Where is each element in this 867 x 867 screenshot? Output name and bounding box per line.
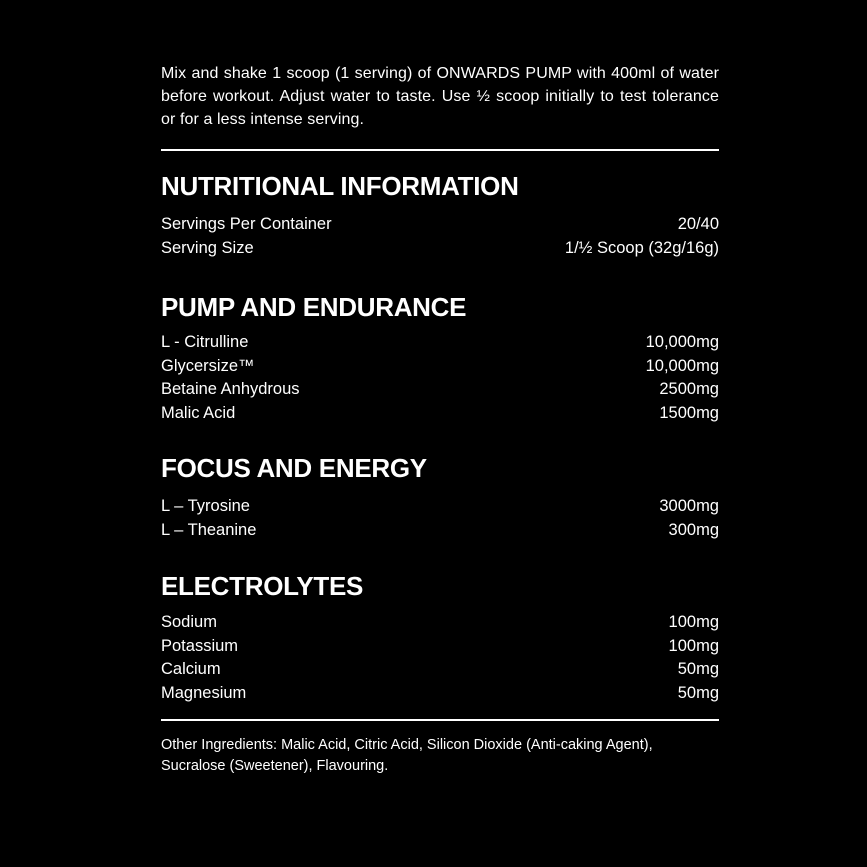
ingredient-amount: 10,000mg (645, 356, 719, 375)
ingredient-amount: 100mg (668, 613, 719, 631)
nutritional-information-section (161, 171, 719, 260)
ingredient-row (161, 682, 719, 706)
divider-bottom (161, 719, 719, 721)
row-label: Serving Size (161, 238, 254, 257)
ingredient-amount: 1500mg (659, 403, 719, 422)
ingredient-row (161, 331, 719, 355)
ingredient-amount: 2500mg (659, 380, 719, 398)
directions-text: Mix and shake 1 scoop (1 serving) of ONWARDS PUMP with 400ml of water before workout. Adjust water to taste. Use ½ scoop initially to test tolerance or for a less intense serving. (161, 65, 719, 128)
ingredient-amount: 3000mg (659, 497, 719, 515)
ingredient-name: L - Citrulline (161, 333, 249, 351)
ingredient-row (161, 495, 719, 519)
ingredient-row (161, 355, 719, 379)
electrolytes-rows (161, 611, 719, 705)
other-ingredients-text: Other Ingredients: Malic Acid, Citric Acid, Silicon Dioxide (Anti-caking Agent), Sucralose (Sweetener), Flavouring. (161, 737, 653, 774)
nutritional-rows (161, 213, 719, 260)
ingredient-amount: 300mg (668, 520, 719, 539)
focus-and-energy-title: FOCUS AND ENERGY (161, 453, 427, 483)
row-label: Servings Per Container (161, 215, 332, 233)
row-value: 20/40 (677, 215, 719, 233)
ingredient-row (161, 519, 719, 543)
focus-and-energy-section (161, 453, 719, 542)
ingredient-name: L – Theanine (161, 520, 257, 539)
pump-and-endurance-section (161, 292, 719, 425)
ingredient-amount: 50mg (677, 683, 719, 702)
electrolytes-section (161, 571, 719, 705)
ingredient-name: Betaine Anhydrous (161, 380, 300, 398)
nutritional-row-serving-size (161, 237, 719, 261)
ingredient-amount: 50mg (677, 660, 719, 678)
ingredient-name: Potassium (161, 636, 239, 655)
ingredient-row (161, 402, 719, 426)
pump-rows (161, 331, 719, 425)
ingredient-amount: 100mg (668, 636, 719, 655)
ingredient-name: Sodium (161, 613, 217, 631)
ingredient-name: L – Tyrosine (161, 497, 250, 515)
ingredient-row (161, 611, 719, 635)
nutritional-row-servings-per-container (161, 213, 719, 237)
pump-and-endurance-title: PUMP AND ENDURANCE (161, 292, 467, 322)
ingredient-name: Calcium (161, 660, 221, 678)
nutritional-information-title: NUTRITIONAL INFORMATION (161, 171, 519, 201)
label-panel (161, 62, 719, 792)
ingredient-row (161, 635, 719, 659)
ingredient-name: Malic Acid (161, 403, 236, 422)
row-value: 1/½ Scoop (32g/16g) (564, 238, 719, 257)
divider-top (161, 149, 719, 151)
ingredient-name: Magnesium (161, 683, 247, 702)
ingredient-row (161, 378, 719, 402)
electrolytes-title: ELECTROLYTES (161, 571, 364, 601)
focus-rows (161, 495, 719, 542)
ingredient-row (161, 658, 719, 682)
ingredient-amount: 10,000mg (645, 333, 719, 351)
ingredient-name: Glycersize™ (161, 356, 255, 375)
